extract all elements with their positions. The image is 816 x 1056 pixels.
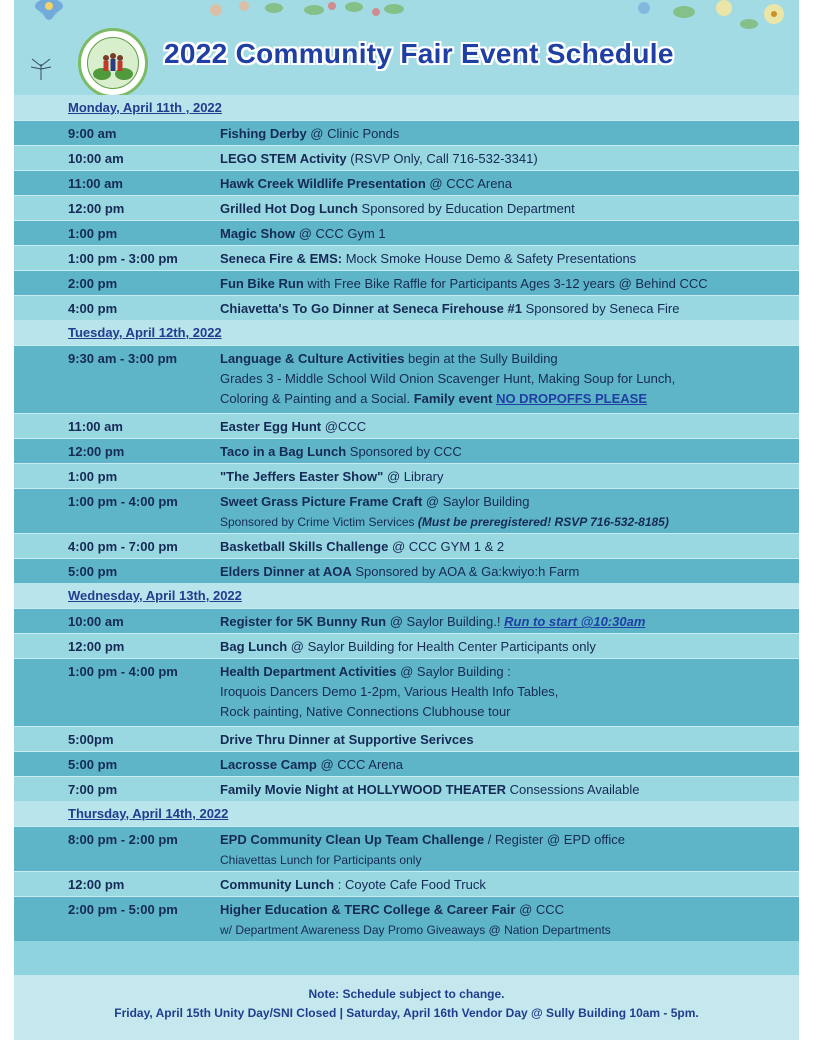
event-detail: Mock Smoke House Demo & Safety Presentations (342, 251, 637, 266)
event-detail: Sponsored by Education Department (357, 201, 575, 216)
day-label: Monday, April 11th , 2022 (68, 100, 222, 115)
event-description (220, 196, 799, 220)
event-title: Chiavetta's To Go Dinner at Seneca Firehouse #1 (220, 301, 522, 316)
event-detail: @ CCC GYM 1 & 2 (388, 539, 505, 554)
event-row (14, 533, 799, 558)
event-time: 5:00 pm (68, 564, 118, 579)
event-time: 12:00 pm (68, 201, 125, 216)
event-detail: @ Clinic Ponds (306, 126, 400, 141)
event-detail: Rock painting, Native Connections Clubhouse tour (220, 704, 511, 719)
event-time: 4:00 pm (68, 301, 118, 316)
event-description (220, 439, 799, 463)
day-header (14, 320, 799, 345)
event-detail: Iroquois Dancers Demo 1-2pm, Various Health Info Tables, (220, 684, 559, 699)
day-header (14, 801, 799, 826)
event-detail: @ Saylor Building.! (386, 614, 505, 629)
event-row (14, 295, 799, 320)
event-row (14, 220, 799, 245)
event-time: 9:30 am - 3:00 pm (68, 351, 178, 366)
event-note: NO DROPOFFS PLEASE (496, 391, 648, 406)
event-description (220, 489, 799, 533)
flower-icon (14, 0, 84, 40)
event-title: Higher Education & TERC College & Career Fair (220, 902, 516, 917)
event-description (220, 246, 799, 270)
event-row (14, 776, 799, 801)
event-time: 10:00 am (68, 614, 124, 629)
community-logo-icon (78, 28, 148, 98)
event-time: 5:00 pm (68, 757, 118, 772)
event-note: (Must be preregistered! RSVP 716-532-8185) (417, 515, 669, 529)
leaf-icon (26, 56, 56, 82)
event-detail: @ CCC (515, 902, 565, 917)
event-description (220, 414, 799, 438)
event-title: Fun Bike Run (220, 276, 304, 291)
event-time: 1:00 pm - 4:00 pm (68, 664, 178, 679)
event-detail: Sponsored by Crime Victim Services (220, 515, 418, 529)
footer-notes (14, 975, 799, 1040)
header-banner (14, 0, 799, 95)
schedule-page (14, 0, 799, 1040)
event-detail: @ Library (383, 469, 444, 484)
event-detail: w/ Department Awareness Day Promo Giveaways @ Nation Departments (220, 923, 611, 937)
event-time: 12:00 pm (68, 877, 125, 892)
event-description (220, 121, 799, 145)
event-time: 8:00 pm - 2:00 pm (68, 832, 178, 847)
event-row (14, 463, 799, 488)
event-time: 10:00 am (68, 151, 124, 166)
event-description (220, 221, 799, 245)
event-time: 1:00 pm - 3:00 pm (68, 251, 178, 266)
event-description (220, 559, 799, 583)
event-description (220, 752, 799, 776)
event-title: Elders Dinner at AOA (220, 564, 352, 579)
event-title: Fishing Derby (220, 126, 307, 141)
event-detail: Grades 3 - Middle School Wild Onion Scavenger Hunt, Making Soup for Lunch, (220, 371, 676, 386)
event-time: 11:00 am (68, 419, 123, 434)
event-time: 4:00 pm - 7:00 pm (68, 539, 178, 554)
event-detail: Sponsored by Seneca Fire (521, 301, 680, 316)
event-detail: begin at the Sully Building (404, 351, 558, 366)
event-time: 11:00 am (68, 176, 123, 191)
event-row (14, 413, 799, 438)
event-row (14, 658, 799, 726)
event-title: Drive Thru Dinner at Supportive Serivces (220, 732, 474, 747)
event-row (14, 488, 799, 533)
event-description (220, 827, 799, 871)
event-description (220, 146, 799, 170)
day-header (14, 95, 799, 120)
event-row (14, 871, 799, 896)
event-detail: / Register @ EPD office (484, 832, 625, 847)
event-detail: @CCC (321, 419, 367, 434)
event-time: 7:00 pm (68, 782, 118, 797)
schedule-note: Note: Schedule subject to change. (308, 987, 505, 1001)
event-note: Run to start @10:30am (504, 614, 646, 629)
event-row (14, 120, 799, 145)
event-description (220, 777, 799, 801)
event-title: Grilled Hot Dog Lunch (220, 201, 358, 216)
event-row (14, 558, 799, 583)
event-title: Hawk Creek Wildlife Presentation (220, 176, 426, 191)
event-description (220, 171, 799, 195)
event-detail: @ Saylor Building : (396, 664, 511, 679)
event-time: 12:00 pm (68, 444, 125, 459)
event-title: EPD Community Clean Up Team Challenge (220, 832, 485, 847)
event-time: 1:00 pm - 4:00 pm (68, 494, 178, 509)
event-detail: @ Saylor Building (422, 494, 530, 509)
event-row (14, 751, 799, 776)
event-detail: Sponsored by AOA & Ga:kwiyo:h Farm (351, 564, 580, 579)
day-header (14, 583, 799, 608)
event-row (14, 896, 799, 941)
event-row (14, 170, 799, 195)
event-time: 2:00 pm (68, 276, 118, 291)
event-description (220, 897, 799, 941)
event-detail: Consessions Available (506, 782, 640, 797)
event-title: Community Lunch (220, 877, 335, 892)
event-description (220, 609, 799, 633)
event-description (220, 296, 799, 320)
event-description (220, 727, 799, 751)
event-row (14, 145, 799, 170)
event-row (14, 345, 799, 413)
day-label: Thursday, April 14th, 2022 (68, 806, 229, 821)
event-description (220, 872, 799, 896)
event-detail: Chiavettas Lunch for Participants only (220, 853, 422, 867)
event-title: Bag Lunch (220, 639, 288, 654)
event-detail: Coloring & Painting and a Social. (220, 391, 414, 406)
event-title: Register for 5K Bunny Run (220, 614, 387, 629)
event-row (14, 726, 799, 751)
event-title: LEGO STEM Activity (220, 151, 347, 166)
event-detail: with Free Bike Raffle for Participants Ages 3-12 years @ Behind CCC (303, 276, 708, 291)
event-title: Sweet Grass Picture Frame Craft (220, 494, 423, 509)
event-title: Health Department Activities (220, 664, 397, 679)
event-description (220, 464, 799, 488)
event-description (220, 534, 799, 558)
event-title: Taco in a Bag Lunch (220, 444, 347, 459)
flower-icon (624, 0, 799, 40)
event-title: Magic Show (220, 226, 296, 241)
event-row (14, 438, 799, 463)
event-detail: : Coyote Cafe Food Truck (334, 877, 486, 892)
event-time: 1:00 pm (68, 469, 118, 484)
event-detail: @ CCC Arena (316, 757, 403, 772)
event-title: Basketball Skills Challenge (220, 539, 389, 554)
day-label: Tuesday, April 12th, 2022 (68, 325, 222, 340)
event-description (220, 346, 799, 413)
event-time: 9:00 am (68, 126, 117, 141)
event-time: 12:00 pm (68, 639, 125, 654)
event-row (14, 633, 799, 658)
event-title: Lacrosse Camp (220, 757, 317, 772)
event-row (14, 245, 799, 270)
event-title: Language & Culture Activities (220, 351, 405, 366)
event-time: 2:00 pm - 5:00 pm (68, 902, 178, 917)
event-description (220, 271, 799, 295)
event-description (220, 634, 799, 658)
weekend-info: Friday, April 15th Unity Day/SNI Closed | Saturday, April 16th Vendor Day @ Sully Building 10am - 5pm. (114, 1006, 699, 1020)
event-description (220, 659, 799, 726)
event-title: Seneca Fire & EMS: (220, 251, 343, 266)
event-note: Family event (413, 391, 497, 406)
event-time: 5:00pm (68, 732, 114, 747)
event-title: Easter Egg Hunt (220, 419, 322, 434)
event-title: "The Jeffers Easter Show" (220, 469, 384, 484)
event-detail: @ CCC Gym 1 (295, 226, 386, 241)
event-time: 1:00 pm (68, 226, 118, 241)
event-row (14, 195, 799, 220)
event-row (14, 608, 799, 633)
event-detail: Sponsored by CCC (346, 444, 462, 459)
day-label: Wednesday, April 13th, 2022 (68, 588, 242, 603)
event-detail: (RSVP Only, Call 716-532-3341) (346, 151, 538, 166)
schedule-table (14, 95, 799, 941)
event-row (14, 826, 799, 871)
event-title: Family Movie Night at HOLLYWOOD THEATER (220, 782, 507, 797)
event-detail: @ CCC Arena (425, 176, 512, 191)
page-title: 2022 Community Fair Event Schedule (164, 38, 674, 69)
event-detail: @ Saylor Building for Health Center Participants only (287, 639, 596, 654)
event-row (14, 270, 799, 295)
leaf-icon (204, 0, 424, 28)
